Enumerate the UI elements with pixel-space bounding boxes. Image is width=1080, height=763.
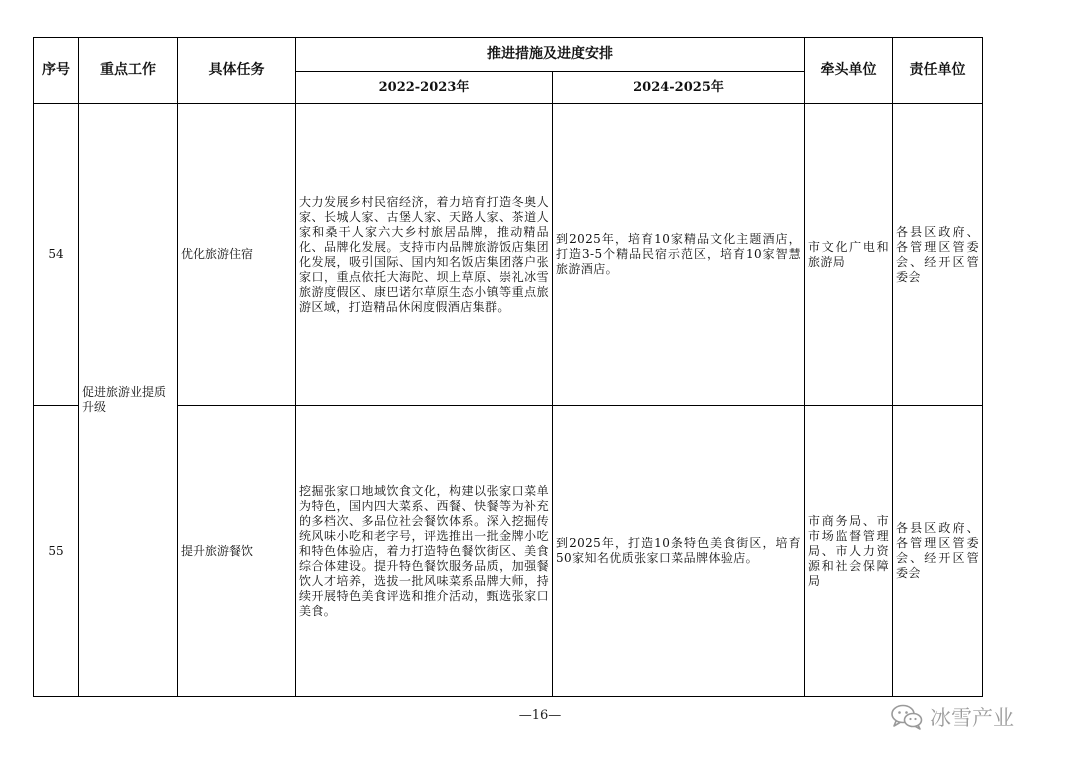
wechat-icon	[890, 703, 924, 731]
header-responsible: 责任单位	[893, 38, 983, 104]
row-lead-unit: 市文化广电和旅游局	[805, 104, 893, 406]
header-key-work: 重点工作	[79, 38, 178, 104]
row-period2-measures: 到2025年，培育10家精品文化主题酒店，打造3-5个精品民宿示范区，培育10家智慧旅游酒店。	[553, 104, 805, 406]
row-seq: 55	[34, 406, 79, 697]
row-responsible-unit: 各县区政府、各管理区管委会、经开区管委会	[893, 104, 983, 406]
watermark-text: 冰雪产业	[930, 706, 1014, 730]
page-number: —16—	[518, 708, 562, 723]
header-measures: 推进措施及进度安排	[296, 38, 805, 72]
header-seq: 序号	[34, 38, 79, 104]
row-period1-measures: 挖掘张家口地域饮食文化，构建以张家口菜单为特色，国内四大菜系、西餐、快餐等为补充的多档次、多品位社会餐饮体系。深入挖掘传统风味小吃和老字号，评选推出一批金牌小吃和特色体验店，着力打造特色餐饮街区、美食综合体建设。提升特色餐饮服务品质，加强餐饮人才培养，选拔一批风味菜系品牌大师，持续开展特色美食评选和推介活动，甄选张家口美食。	[296, 406, 553, 697]
header-lead: 牵头单位	[805, 38, 893, 104]
row-lead-unit: 市商务局、市市场监督管理局、市人力资源和社会保障局	[805, 406, 893, 697]
row-task: 优化旅游住宿	[178, 104, 296, 406]
row-period1-measures: 大力发展乡村民宿经济，着力培育打造冬奥人家、长城人家、古堡人家、天路人家、茶道人家和桑干人家六大乡村旅居品牌，推动精品化、品牌化发展。支持市内品牌旅游饭店集团化发展，吸引国际、国内知名饭店集团落户张家口，重点依托大海陀、坝上草原、崇礼冰雪旅游度假区、康巴诺尔草原生态小镇等重点旅游区域，打造精品休闲度假酒店集群。	[296, 104, 553, 406]
header-period-2: 2024-2025年	[553, 72, 805, 104]
watermark	[890, 697, 1050, 737]
header-task: 具体任务	[178, 38, 296, 104]
row-period2-measures: 到2025年，打造10条特色美食街区，培育50家知名优质张家口菜品牌体验店。	[553, 406, 805, 697]
plan-table	[33, 37, 983, 697]
header-period-1: 2022-2023年	[296, 72, 553, 104]
row-task: 提升旅游餐饮	[178, 406, 296, 697]
key-work-cell: 促进旅游业提质升级	[79, 104, 178, 697]
row-seq: 54	[34, 104, 79, 406]
table-row	[34, 104, 983, 406]
row-responsible-unit: 各县区政府、各管理区管委会、经开区管委会	[893, 406, 983, 697]
